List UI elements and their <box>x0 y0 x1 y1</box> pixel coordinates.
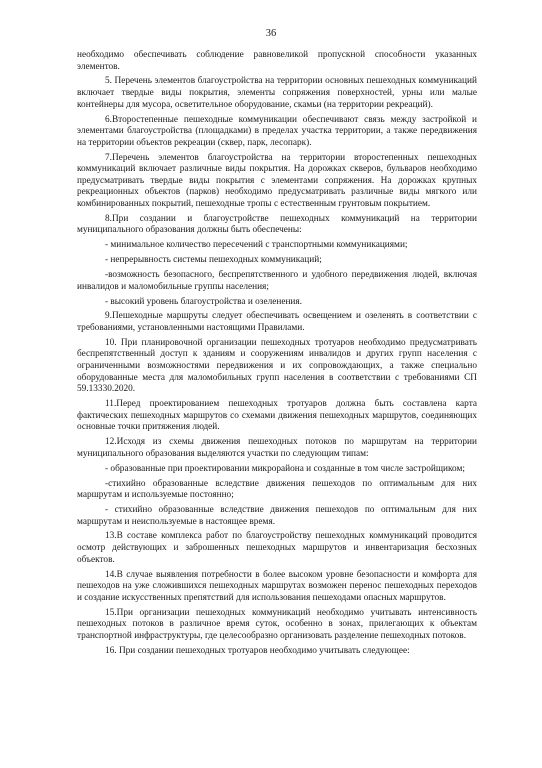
list-item: -стихийно образованные вследствие движения пешеходов по оптимальным для них маршрутам и используемые постоянно; <box>77 478 477 501</box>
paragraph-7: 7.Перечень элементов благоустройства на территории второстепенных пешеходных коммуникаций включает различные виды покрытия. На дорожках скверов, бульваров необходимо предусматривать твердые виды покрытия с элементами сопряжения. На дорожках крупных рекреационных объектов (парков) необходимо предусматривать различные виды мягкого или комбинированных покрытий, пешеходные тропы с естественным грунтовым покрытием. <box>77 152 477 209</box>
body-text <box>77 50 477 661</box>
paragraph-13: 13.В составе комплекса работ по благоустройству пешеходных коммуникаций проводится осмотр действующих и заброшенных пешеходных маршрутов и инвентаризация бесхозных объектов. <box>77 531 477 565</box>
list-item: - непрерывность системы пешеходных коммуникаций; <box>105 255 322 266</box>
paragraph-11: 11.Перед проектированием пешеходных тротуаров должна быть составлена карта фактических пешеходных маршрутов со схемами движения пешеходных маршрутов, соединяющих основные точки притяжения людей. <box>77 399 477 433</box>
page-number: 36 <box>265 28 277 39</box>
paragraph-10: 10. При планировочной организации пешеходных тротуаров необходимо предусматривать беспрепятственный доступ к зданиям и сооружениям инвалидов и других групп населения с ограниченными возможностями передвижения и их сопровождающих, а также специально оборудованные места для маломобильных групп населения в соответствии с требованиями СП 59.13330.2020. <box>77 337 477 395</box>
list-item: - стихийно образованные вследствие движения пешеходов по оптимальным для них маршрутам и неиспользуемые в настоящее время. <box>77 505 477 527</box>
paragraph-6: 6.Второстепенные пешеходные коммуникации обеспечивают связь между застройкой и элементами благоустройства (площадками) в пределах участка территории, а также передвижения на территории объектов рекреации (сквер, парк, лесопарк). <box>77 114 477 148</box>
paragraph-5: 5. Перечень элементов благоустройства на территории основных пешеходных коммуникаций включает твердые виды покрытия, элементы сопряжения поверхностей, урны или малые контейнеры для мусора, осветительное оборудование, скамьи (на территории рекреаций). <box>77 76 477 110</box>
list-item: -возможность безопасного, беспрепятственного и удобного передвижения людей, включая инвалидов и маломобильные группы населения; <box>77 270 477 292</box>
paragraph-8: 8.При создании и благоустройстве пешеходных коммуникаций на территории муниципального образования должны быть обеспечены: <box>77 213 477 236</box>
paragraph-15: 15.При организации пешеходных коммуникаций необходимо учитывать интенсивность пешеходных потоков в различное время суток, особенно в зонах, прилегающих к объектам транспортной инфраструктуры, где целесообразно организовать разделение пешеходных потоков. <box>77 607 477 641</box>
paragraph-12: 12.Исходя из схемы движения пешеходных потоков по маршрутам на территории муниципального образования выделяются участки по следующим типам: <box>77 437 477 459</box>
list-item: - высокий уровень благоустройства и озеленения. <box>105 296 303 307</box>
paragraph-16: 16. При создании пешеходных тротуаров необходимо учитывать следующее: <box>105 645 410 656</box>
paragraph-continuation: необходимо обеспечивать соблюдение равновеликой пропускной способности указанных элементов. <box>77 50 477 72</box>
list-item: - образованные при проектировании микрорайона и созданные в том числе застройщиком; <box>105 463 465 474</box>
paragraph-9: 9.Пешеходные маршруты следует обеспечивать освещением и озеленять в соответствии с требованиями, установленными настоящими Правилами. <box>77 311 477 333</box>
paragraph-14: 14.В случае выявления потребности в более высоком уровне безопасности и комфорта для пешеходов на уже сложившихся пешеходных маршрутах возможен перенос пешеходных переходов и создание искусственных препятствий для использования пешеходами опасных маршрутов. <box>77 569 477 603</box>
list-item: - минимальное количество пересечений с транспортными коммуникациями; <box>105 240 408 251</box>
